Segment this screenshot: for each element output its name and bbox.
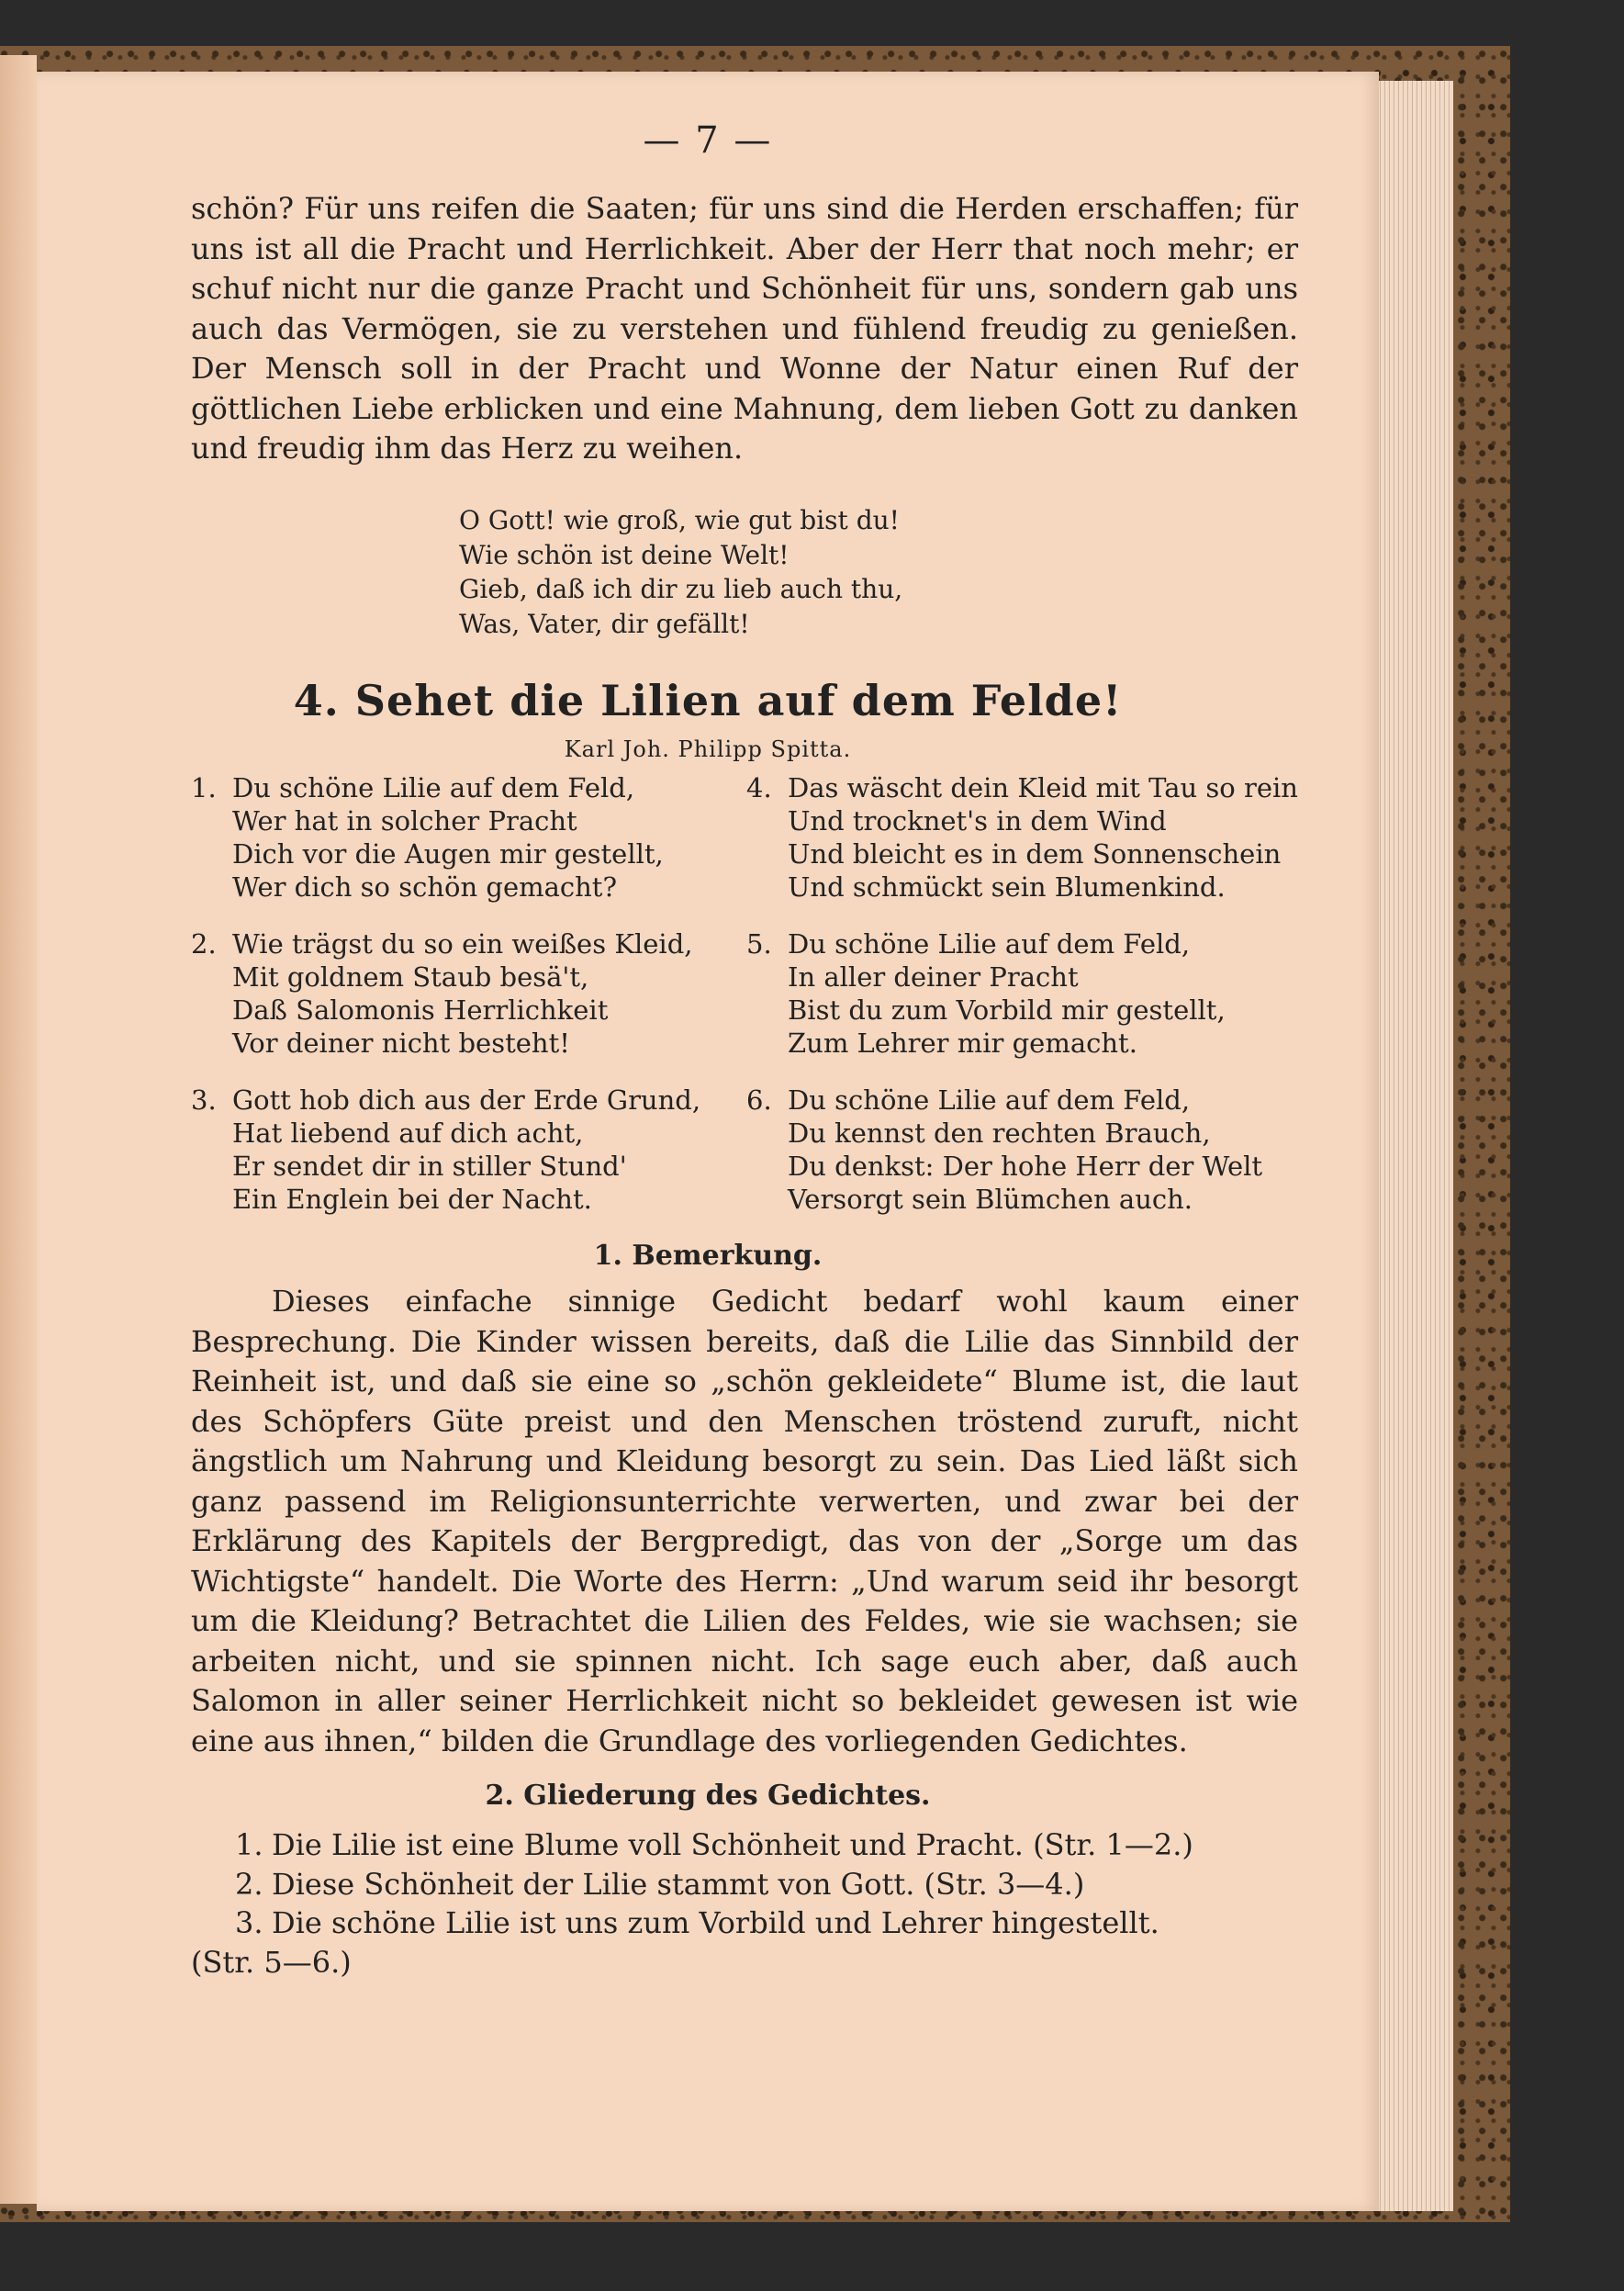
verse-line: Und trocknet's in dem Wind	[788, 805, 1167, 837]
verse-line: Daß Salomonis Herrlichkeit	[232, 994, 609, 1026]
book-page	[37, 72, 1379, 2211]
verse-line: Ein Englein bei der Nacht.	[232, 1184, 592, 1215]
stanza-number: 1.	[191, 772, 217, 803]
verse-line: Wie trägst du so ein weißes Kleid,	[232, 928, 693, 960]
stanza-1	[191, 771, 664, 904]
verse-line: Dich vor die Augen mir gestellt,	[232, 838, 664, 870]
outline-item	[191, 1904, 1298, 1943]
page-edges	[1377, 81, 1453, 2211]
verse-line: Er sendet dir in stiller Stund'	[232, 1151, 627, 1182]
intro-paragraph	[191, 189, 1298, 469]
outline-list	[191, 1825, 1298, 1982]
stanza-number: 6.	[746, 1084, 772, 1116]
verse-line: Du denkst: Der hohe Herr der Welt	[788, 1151, 1263, 1182]
motto-line: Wie schön ist deine Welt!	[459, 539, 790, 570]
motto-line: O Gott! wie groß, wie gut bist du!	[459, 505, 900, 535]
verse-line: Und bleicht es in dem Sonnenschein	[788, 838, 1282, 870]
outline-item-number: 3.	[235, 1905, 263, 1940]
remark-paragraph	[191, 1282, 1298, 1761]
stanza-5	[746, 927, 1226, 1060]
motto-line: Gieb, daß ich dir zu lieb auch thu,	[459, 574, 903, 604]
intro-text: schön? Für uns reifen die Saaten; für uns sind die Herden erschaffen; für uns ist all die Pracht und Herrlichkeit. Aber der Herr that noch mehr; er schuf nicht nur die ganze Pracht und Schönheit für uns, sondern gab uns auch das Vermögen, sie zu verstehen und fühlend freudig zu genießen. Der Mensch soll in der Pracht und Wonne der Natur einen Ruf der göttlichen Liebe erblicken und eine Mahnung, dem lieben Gott zu danken und freudig ihm das Herz zu weihen.	[191, 191, 1298, 466]
verse-line: Und schmückt sein Blumenkind.	[788, 871, 1226, 903]
stanza-number: 4.	[746, 772, 772, 803]
verse-line: Gott hob dich aus der Erde Grund,	[232, 1084, 701, 1116]
verse-line: Du schöne Lilie auf dem Feld,	[232, 772, 635, 803]
motto-verse	[459, 503, 902, 641]
outline-item-text: Die schöne Lilie ist uns zum Vorbild und Lehrer hingestellt.	[272, 1905, 1159, 1940]
verse-line: Du schöne Lilie auf dem Feld,	[788, 928, 1191, 960]
verse-line: Wer hat in solcher Pracht	[232, 805, 577, 837]
outline-item-number: 1.	[235, 1827, 263, 1862]
verse-line: Zum Lehrer mir gemacht.	[788, 1028, 1137, 1059]
poem-author: Karl Joh. Philipp Spitta.	[564, 736, 852, 762]
stanza-3	[191, 1084, 701, 1216]
verse-line: Vor deiner nicht besteht!	[232, 1028, 570, 1059]
verse-line: Das wäscht dein Kleid mit Tau so rein	[788, 772, 1298, 803]
motto-line: Was, Vater, dir gefällt!	[459, 608, 750, 639]
outline-item-number: 2.	[235, 1866, 263, 1902]
outline-item-text: Diese Schönheit der Lilie stammt von Gott. (Str. 3—4.)	[272, 1866, 1085, 1902]
stanza-number: 3.	[191, 1084, 217, 1116]
verse-line: Mit goldnem Staub besä't,	[232, 961, 589, 993]
remark-text: Dieses einfache sinnige Gedicht bedarf wohl kaum einer Besprechung. Die Kinder wissen bereits, daß die Lilie das Sinnbild der Reinheit ist, und daß sie eine so „schön gekleidete“ Blume ist, die laut des Schöpfers Güte preist und den Menschen tröstend zuruft, nicht ängstlich um Nahrung und Kleidung besorgt zu sein. Das Lied läßt sich ganz passend im Religionsunterrichte verwerten, und zwar bei der Erklärung des Kapitels der Bergpredigt, das von der „Sorge um das Wichtigste“ handelt. Die Worte des Herrn: „Und warum seid ihr besorgt um die Kleidung? Betrachtet die Lilien des Feldes, wie sie wachsen; sie arbeiten nicht, und sie spinnen nicht. Ich sage euch aber, daß auch Salomon in aller seiner Herrlichkeit nicht so bekleidet gewesen ist wie eine aus ihnen,“ bilden die Grundlage des vorliegenden Gedichtes.	[191, 1284, 1298, 1758]
outline-item	[191, 1865, 1298, 1904]
outline-heading: 2. Gliederung des Gedichtes.	[485, 1780, 931, 1812]
outline-item-text: Die Lilie ist eine Blume voll Schönheit und Pracht. (Str. 1—2.)	[272, 1827, 1193, 1862]
page-number: — 7 —	[643, 119, 773, 162]
verse-line: Hat liebend auf dich acht,	[232, 1117, 584, 1149]
verse-line: In aller deiner Pracht	[788, 961, 1079, 993]
verse-line: Versorgt sein Blümchen auch.	[788, 1184, 1193, 1215]
verse-line: Wer dich so schön gemacht?	[232, 871, 618, 903]
verse-line: Du schöne Lilie auf dem Feld,	[788, 1084, 1191, 1116]
stanza-number: 5.	[746, 928, 772, 960]
stanza-number: 2.	[191, 928, 217, 960]
stanza-4	[746, 771, 1298, 904]
outline-item	[191, 1825, 1298, 1865]
verse-line: Du kennst den rechten Brauch,	[788, 1117, 1211, 1149]
outline-continuation: (Str. 5—6.)	[191, 1944, 352, 1980]
verse-line: Bist du zum Vorbild mir gestellt,	[788, 994, 1226, 1026]
remark-heading: 1. Bemerkung.	[593, 1240, 823, 1272]
stanza-6	[746, 1084, 1263, 1216]
left-page-edge	[0, 55, 37, 2204]
poem-title: 4. Sehet die Lilien auf dem Felde!	[293, 676, 1123, 725]
stanza-2	[191, 927, 693, 1060]
